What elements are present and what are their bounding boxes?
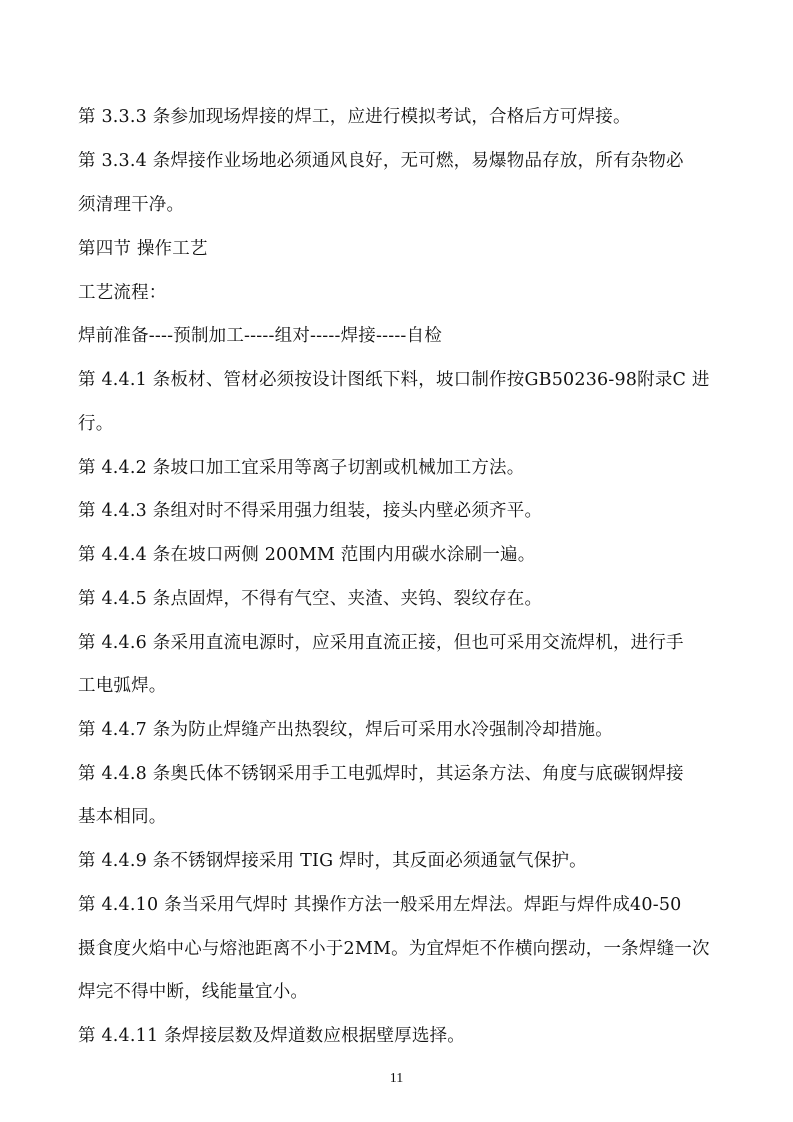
section-heading: 第四节 操作工艺 xyxy=(78,239,208,259)
text-line: 第 4.4.10 条当采用气焊时 其操作方法一般采用左焊法。焊距与焊件成40-50 xyxy=(78,895,682,915)
text-line: 第 4.4.8 条奥氏体不锈钢采用手工电弧焊时，其运条方法、角度与底碳钢焊接 xyxy=(78,764,684,784)
text-line: 第 3.3.4 条焊接作业场地必须通风良好，无可燃，易爆物品存放，所有杂物必 xyxy=(78,151,684,171)
text-line: 第 4.4.9 条不锈钢焊接采用 TIG 焊时，其反面必须通氩气保护。 xyxy=(78,851,587,871)
text-line: 工艺流程： xyxy=(78,283,167,303)
text-line: 第 4.4.11 条焊接层数及焊道数应根据壁厚选择。 xyxy=(78,1026,465,1046)
text-line: 第 4.4.6 条采用直流电源时，应采用直流正接，但也可采用交流焊机，进行手 xyxy=(78,633,684,653)
text-line: 焊完不得中断，线能量宜小。 xyxy=(78,982,309,1002)
text-line: 摄食度火焰中心与熔池距离不小于2MM。为宜焊炬不作横向摆动，一条焊缝一次 xyxy=(78,939,710,959)
text-line: 第 4.4.4 条在坡口两侧 200MM 范围内用碳水涂刷一遍。 xyxy=(78,545,536,565)
process-flow: 焊前准备----预制加工-----组对-----焊接-----自检 xyxy=(78,326,442,346)
text-line: 第 4.4.7 条为防止焊缝产出热裂纹，焊后可采用水冷强制冷却措施。 xyxy=(78,720,613,740)
text-line: 第 3.3.3 条参加现场焊接的焊工，应进行模拟考试，合格后方可焊接。 xyxy=(78,107,631,127)
text-line: 基本相同。 xyxy=(78,807,167,827)
text-line: 工电弧焊。 xyxy=(78,676,167,696)
text-line: 第 4.4.3 条组对时不得采用强力组装，接头内壁必须齐平。 xyxy=(78,501,543,521)
page-number: 11 xyxy=(389,1071,404,1086)
text-line: 第 4.4.5 条点固焊，不得有气空、夹渣、夹钨、裂纹存在。 xyxy=(78,589,543,609)
text-line: 第 4.4.2 条坡口加工宜采用等离子切割或机械加工方法。 xyxy=(78,458,525,478)
text-line: 须清理干净。 xyxy=(78,195,185,215)
text-line: 行。 xyxy=(78,414,114,434)
text-line: 第 4.4.1 条板材、管材必须按设计图纸下料，坡口制作按GB50236-98附录C 进 xyxy=(78,370,710,390)
